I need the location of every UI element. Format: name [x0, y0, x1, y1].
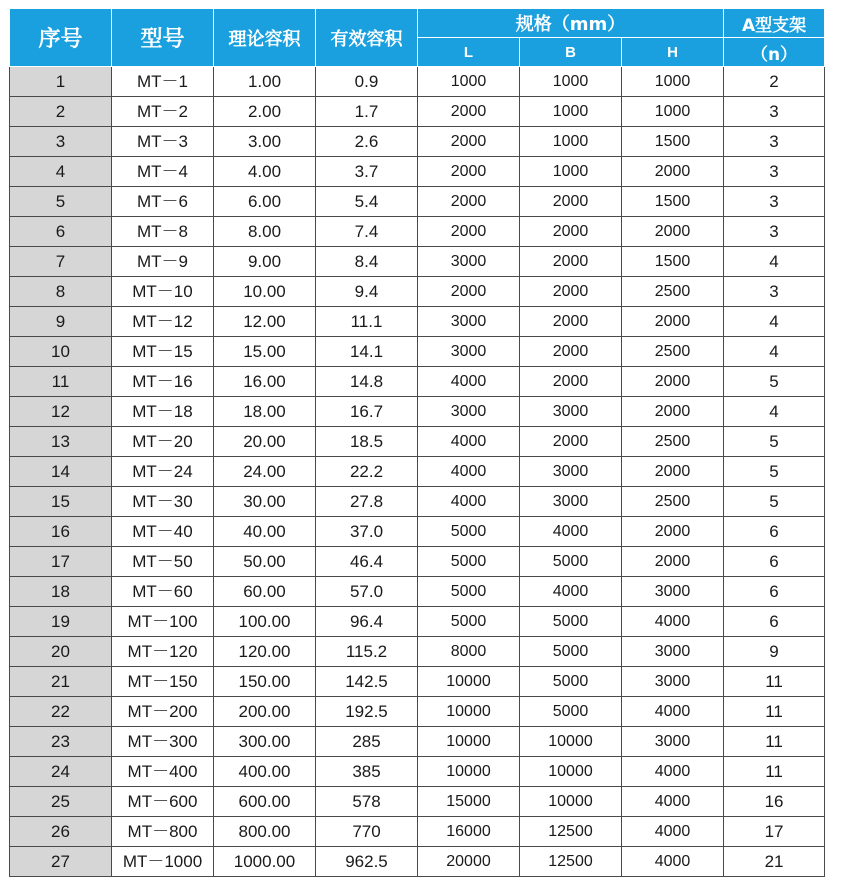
- cell-dim-l: 4000: [418, 487, 520, 517]
- cell-support-count: 3: [724, 97, 825, 127]
- cell-index: 4: [10, 157, 112, 187]
- header-spec-group: 规格（mm）: [418, 9, 724, 38]
- table-row: [10, 337, 825, 367]
- cell-support-count: 3: [724, 157, 825, 187]
- cell-dim-l: 1000: [418, 67, 520, 97]
- table-row: [10, 277, 825, 307]
- spec-table: [9, 8, 825, 877]
- cell-dim-h: 2000: [622, 517, 724, 547]
- cell-dim-h: 4000: [622, 757, 724, 787]
- cell-index: 13: [10, 427, 112, 457]
- table-row: [10, 217, 825, 247]
- table-row: [10, 187, 825, 217]
- cell-support-count: 4: [724, 337, 825, 367]
- cell-support-count: 3: [724, 217, 825, 247]
- cell-effective-volume: 14.1: [316, 337, 418, 367]
- cell-dim-h: 3000: [622, 577, 724, 607]
- cell-dim-l: 20000: [418, 847, 520, 877]
- cell-effective-volume: 142.5: [316, 667, 418, 697]
- cell-effective-volume: 22.2: [316, 457, 418, 487]
- cell-support-count: 3: [724, 127, 825, 157]
- cell-dim-l: 5000: [418, 577, 520, 607]
- cell-theoretical-volume: 8.00: [214, 217, 316, 247]
- cell-support-count: 5: [724, 487, 825, 517]
- cell-dim-l: 2000: [418, 277, 520, 307]
- cell-model: MT－12: [112, 307, 214, 337]
- table-row: [10, 427, 825, 457]
- cell-index: 21: [10, 667, 112, 697]
- cell-theoretical-volume: 60.00: [214, 577, 316, 607]
- cell-dim-l: 3000: [418, 337, 520, 367]
- cell-index: 10: [10, 337, 112, 367]
- header-effective-volume: 有效容积: [316, 9, 418, 67]
- cell-effective-volume: 385: [316, 757, 418, 787]
- cell-dim-b: 2000: [520, 427, 622, 457]
- cell-dim-h: 2000: [622, 307, 724, 337]
- cell-index: 18: [10, 577, 112, 607]
- cell-dim-b: 2000: [520, 337, 622, 367]
- table-row: [10, 247, 825, 277]
- cell-support-count: 6: [724, 577, 825, 607]
- cell-model: MT－10: [112, 277, 214, 307]
- cell-model: MT－1000: [112, 847, 214, 877]
- cell-model: MT－300: [112, 727, 214, 757]
- cell-effective-volume: 5.4: [316, 187, 418, 217]
- cell-support-count: 5: [724, 367, 825, 397]
- cell-support-count: 4: [724, 397, 825, 427]
- header-index: 序号: [10, 9, 112, 67]
- cell-dim-l: 5000: [418, 517, 520, 547]
- cell-index: 26: [10, 817, 112, 847]
- table-row: [10, 727, 825, 757]
- cell-model: MT－150: [112, 667, 214, 697]
- cell-theoretical-volume: 40.00: [214, 517, 316, 547]
- cell-theoretical-volume: 150.00: [214, 667, 316, 697]
- table-row: [10, 367, 825, 397]
- table-row: [10, 487, 825, 517]
- cell-dim-l: 16000: [418, 817, 520, 847]
- cell-support-count: 9: [724, 637, 825, 667]
- cell-index: 24: [10, 757, 112, 787]
- cell-dim-b: 1000: [520, 97, 622, 127]
- cell-dim-h: 4000: [622, 787, 724, 817]
- cell-theoretical-volume: 1.00: [214, 67, 316, 97]
- cell-dim-h: 3000: [622, 637, 724, 667]
- cell-model: MT－50: [112, 547, 214, 577]
- table-row: [10, 817, 825, 847]
- cell-effective-volume: 96.4: [316, 607, 418, 637]
- cell-model: MT－2: [112, 97, 214, 127]
- cell-dim-h: 1000: [622, 67, 724, 97]
- cell-dim-h: 2000: [622, 157, 724, 187]
- table-row: [10, 847, 825, 877]
- cell-index: 1: [10, 67, 112, 97]
- cell-index: 9: [10, 307, 112, 337]
- cell-effective-volume: 8.4: [316, 247, 418, 277]
- cell-support-count: 11: [724, 697, 825, 727]
- cell-dim-b: 2000: [520, 217, 622, 247]
- cell-model: MT－30: [112, 487, 214, 517]
- cell-model: MT－800: [112, 817, 214, 847]
- cell-index: 8: [10, 277, 112, 307]
- cell-dim-l: 10000: [418, 757, 520, 787]
- cell-effective-volume: 2.6: [316, 127, 418, 157]
- header-dim-b: B: [520, 38, 622, 67]
- cell-theoretical-volume: 120.00: [214, 637, 316, 667]
- cell-support-count: 6: [724, 547, 825, 577]
- cell-dim-l: 10000: [418, 727, 520, 757]
- cell-model: MT－24: [112, 457, 214, 487]
- cell-dim-b: 3000: [520, 487, 622, 517]
- cell-dim-l: 4000: [418, 457, 520, 487]
- table-row: [10, 517, 825, 547]
- table-row: [10, 127, 825, 157]
- cell-dim-b: 2000: [520, 277, 622, 307]
- cell-support-count: 11: [724, 757, 825, 787]
- cell-dim-l: 15000: [418, 787, 520, 817]
- cell-support-count: 11: [724, 667, 825, 697]
- cell-dim-h: 2000: [622, 217, 724, 247]
- cell-theoretical-volume: 800.00: [214, 817, 316, 847]
- cell-dim-b: 4000: [520, 577, 622, 607]
- cell-dim-h: 2500: [622, 337, 724, 367]
- cell-theoretical-volume: 6.00: [214, 187, 316, 217]
- cell-support-count: 6: [724, 607, 825, 637]
- cell-effective-volume: 1.7: [316, 97, 418, 127]
- cell-dim-b: 12500: [520, 847, 622, 877]
- cell-index: 27: [10, 847, 112, 877]
- table-row: [10, 97, 825, 127]
- cell-dim-h: 4000: [622, 817, 724, 847]
- cell-index: 15: [10, 487, 112, 517]
- cell-theoretical-volume: 16.00: [214, 367, 316, 397]
- cell-dim-b: 10000: [520, 727, 622, 757]
- cell-model: MT－100: [112, 607, 214, 637]
- cell-dim-h: 1500: [622, 247, 724, 277]
- cell-model: MT－20: [112, 427, 214, 457]
- cell-dim-b: 2000: [520, 247, 622, 277]
- cell-dim-h: 4000: [622, 607, 724, 637]
- cell-dim-l: 3000: [418, 307, 520, 337]
- cell-dim-b: 2000: [520, 307, 622, 337]
- cell-model: MT－9: [112, 247, 214, 277]
- cell-dim-h: 1500: [622, 187, 724, 217]
- cell-theoretical-volume: 1000.00: [214, 847, 316, 877]
- cell-effective-volume: 285: [316, 727, 418, 757]
- cell-dim-l: 4000: [418, 367, 520, 397]
- table-row: [10, 697, 825, 727]
- cell-effective-volume: 57.0: [316, 577, 418, 607]
- cell-index: 20: [10, 637, 112, 667]
- cell-dim-l: 8000: [418, 637, 520, 667]
- cell-dim-b: 2000: [520, 367, 622, 397]
- cell-model: MT－200: [112, 697, 214, 727]
- cell-dim-l: 5000: [418, 547, 520, 577]
- cell-theoretical-volume: 18.00: [214, 397, 316, 427]
- cell-dim-l: 2000: [418, 187, 520, 217]
- cell-support-count: 5: [724, 427, 825, 457]
- cell-dim-h: 4000: [622, 697, 724, 727]
- cell-dim-l: 10000: [418, 667, 520, 697]
- cell-index: 3: [10, 127, 112, 157]
- cell-dim-l: 2000: [418, 217, 520, 247]
- cell-index: 2: [10, 97, 112, 127]
- header-theoretical-volume: 理论容积: [214, 9, 316, 67]
- cell-effective-volume: 9.4: [316, 277, 418, 307]
- cell-index: 6: [10, 217, 112, 247]
- cell-index: 23: [10, 727, 112, 757]
- cell-theoretical-volume: 200.00: [214, 697, 316, 727]
- cell-effective-volume: 37.0: [316, 517, 418, 547]
- cell-theoretical-volume: 15.00: [214, 337, 316, 367]
- cell-model: MT－40: [112, 517, 214, 547]
- table-body: [10, 67, 825, 877]
- table-row: [10, 457, 825, 487]
- cell-model: MT－60: [112, 577, 214, 607]
- cell-dim-h: 2000: [622, 547, 724, 577]
- cell-dim-b: 5000: [520, 607, 622, 637]
- cell-model: MT－18: [112, 397, 214, 427]
- cell-dim-l: 2000: [418, 97, 520, 127]
- cell-model: MT－600: [112, 787, 214, 817]
- cell-dim-b: 5000: [520, 697, 622, 727]
- cell-effective-volume: 0.9: [316, 67, 418, 97]
- cell-dim-b: 1000: [520, 67, 622, 97]
- cell-theoretical-volume: 2.00: [214, 97, 316, 127]
- cell-theoretical-volume: 3.00: [214, 127, 316, 157]
- cell-support-count: 4: [724, 247, 825, 277]
- cell-model: MT－4: [112, 157, 214, 187]
- cell-dim-h: 2000: [622, 367, 724, 397]
- cell-support-count: 11: [724, 727, 825, 757]
- cell-theoretical-volume: 10.00: [214, 277, 316, 307]
- cell-theoretical-volume: 30.00: [214, 487, 316, 517]
- cell-support-count: 4: [724, 307, 825, 337]
- cell-dim-l: 4000: [418, 427, 520, 457]
- cell-index: 5: [10, 187, 112, 217]
- cell-dim-h: 2000: [622, 397, 724, 427]
- cell-index: 19: [10, 607, 112, 637]
- cell-effective-volume: 3.7: [316, 157, 418, 187]
- cell-dim-h: 2500: [622, 277, 724, 307]
- cell-dim-b: 3000: [520, 457, 622, 487]
- cell-support-count: 16: [724, 787, 825, 817]
- cell-dim-l: 3000: [418, 247, 520, 277]
- cell-effective-volume: 18.5: [316, 427, 418, 457]
- cell-dim-b: 5000: [520, 547, 622, 577]
- cell-support-count: 2: [724, 67, 825, 97]
- cell-model: MT－15: [112, 337, 214, 367]
- cell-theoretical-volume: 12.00: [214, 307, 316, 337]
- cell-model: MT－8: [112, 217, 214, 247]
- cell-theoretical-volume: 400.00: [214, 757, 316, 787]
- cell-dim-h: 1000: [622, 97, 724, 127]
- cell-effective-volume: 27.8: [316, 487, 418, 517]
- cell-effective-volume: 7.4: [316, 217, 418, 247]
- cell-support-count: 3: [724, 187, 825, 217]
- cell-dim-h: 2000: [622, 457, 724, 487]
- cell-support-count: 21: [724, 847, 825, 877]
- cell-model: MT－16: [112, 367, 214, 397]
- cell-dim-b: 1000: [520, 127, 622, 157]
- cell-theoretical-volume: 24.00: [214, 457, 316, 487]
- cell-index: 11: [10, 367, 112, 397]
- cell-index: 7: [10, 247, 112, 277]
- cell-dim-b: 4000: [520, 517, 622, 547]
- cell-effective-volume: 11.1: [316, 307, 418, 337]
- cell-dim-b: 10000: [520, 787, 622, 817]
- cell-support-count: 5: [724, 457, 825, 487]
- cell-dim-h: 3000: [622, 727, 724, 757]
- table-row: [10, 577, 825, 607]
- cell-effective-volume: 16.7: [316, 397, 418, 427]
- cell-dim-l: 5000: [418, 607, 520, 637]
- cell-dim-h: 1500: [622, 127, 724, 157]
- cell-dim-h: 3000: [622, 667, 724, 697]
- cell-effective-volume: 770: [316, 817, 418, 847]
- cell-dim-h: 2500: [622, 427, 724, 457]
- table-header: [10, 9, 825, 67]
- cell-dim-h: 4000: [622, 847, 724, 877]
- cell-dim-l: 2000: [418, 157, 520, 187]
- table-row: [10, 157, 825, 187]
- cell-index: 14: [10, 457, 112, 487]
- table-row: [10, 67, 825, 97]
- cell-theoretical-volume: 600.00: [214, 787, 316, 817]
- cell-model: MT－6: [112, 187, 214, 217]
- cell-dim-b: 3000: [520, 397, 622, 427]
- cell-dim-l: 10000: [418, 697, 520, 727]
- header-model: 型号: [112, 9, 214, 67]
- header-dim-l: L: [418, 38, 520, 67]
- table-row: [10, 547, 825, 577]
- cell-dim-b: 5000: [520, 667, 622, 697]
- cell-theoretical-volume: 50.00: [214, 547, 316, 577]
- cell-dim-l: 2000: [418, 127, 520, 157]
- cell-effective-volume: 46.4: [316, 547, 418, 577]
- cell-theoretical-volume: 300.00: [214, 727, 316, 757]
- cell-index: 16: [10, 517, 112, 547]
- table-row: [10, 667, 825, 697]
- cell-dim-h: 2500: [622, 487, 724, 517]
- cell-index: 22: [10, 697, 112, 727]
- cell-effective-volume: 578: [316, 787, 418, 817]
- cell-effective-volume: 14.8: [316, 367, 418, 397]
- cell-model: MT－120: [112, 637, 214, 667]
- cell-dim-b: 2000: [520, 187, 622, 217]
- cell-theoretical-volume: 20.00: [214, 427, 316, 457]
- cell-support-count: 6: [724, 517, 825, 547]
- table-row: [10, 757, 825, 787]
- cell-theoretical-volume: 100.00: [214, 607, 316, 637]
- cell-dim-b: 5000: [520, 637, 622, 667]
- table-row: [10, 397, 825, 427]
- cell-support-count: 17: [724, 817, 825, 847]
- cell-dim-b: 10000: [520, 757, 622, 787]
- cell-effective-volume: 115.2: [316, 637, 418, 667]
- table-row: [10, 607, 825, 637]
- cell-model: MT－1: [112, 67, 214, 97]
- cell-index: 17: [10, 547, 112, 577]
- table-row: [10, 307, 825, 337]
- cell-theoretical-volume: 9.00: [214, 247, 316, 277]
- cell-effective-volume: 962.5: [316, 847, 418, 877]
- cell-effective-volume: 192.5: [316, 697, 418, 727]
- cell-index: 12: [10, 397, 112, 427]
- cell-index: 25: [10, 787, 112, 817]
- header-support-type: A型支架: [724, 9, 825, 38]
- header-dim-h: H: [622, 38, 724, 67]
- header-support-unit: （n）: [724, 38, 825, 67]
- table-row: [10, 637, 825, 667]
- cell-model: MT－3: [112, 127, 214, 157]
- cell-dim-b: 1000: [520, 157, 622, 187]
- table-row: [10, 787, 825, 817]
- cell-dim-l: 3000: [418, 397, 520, 427]
- cell-support-count: 3: [724, 277, 825, 307]
- cell-theoretical-volume: 4.00: [214, 157, 316, 187]
- cell-dim-b: 12500: [520, 817, 622, 847]
- cell-model: MT－400: [112, 757, 214, 787]
